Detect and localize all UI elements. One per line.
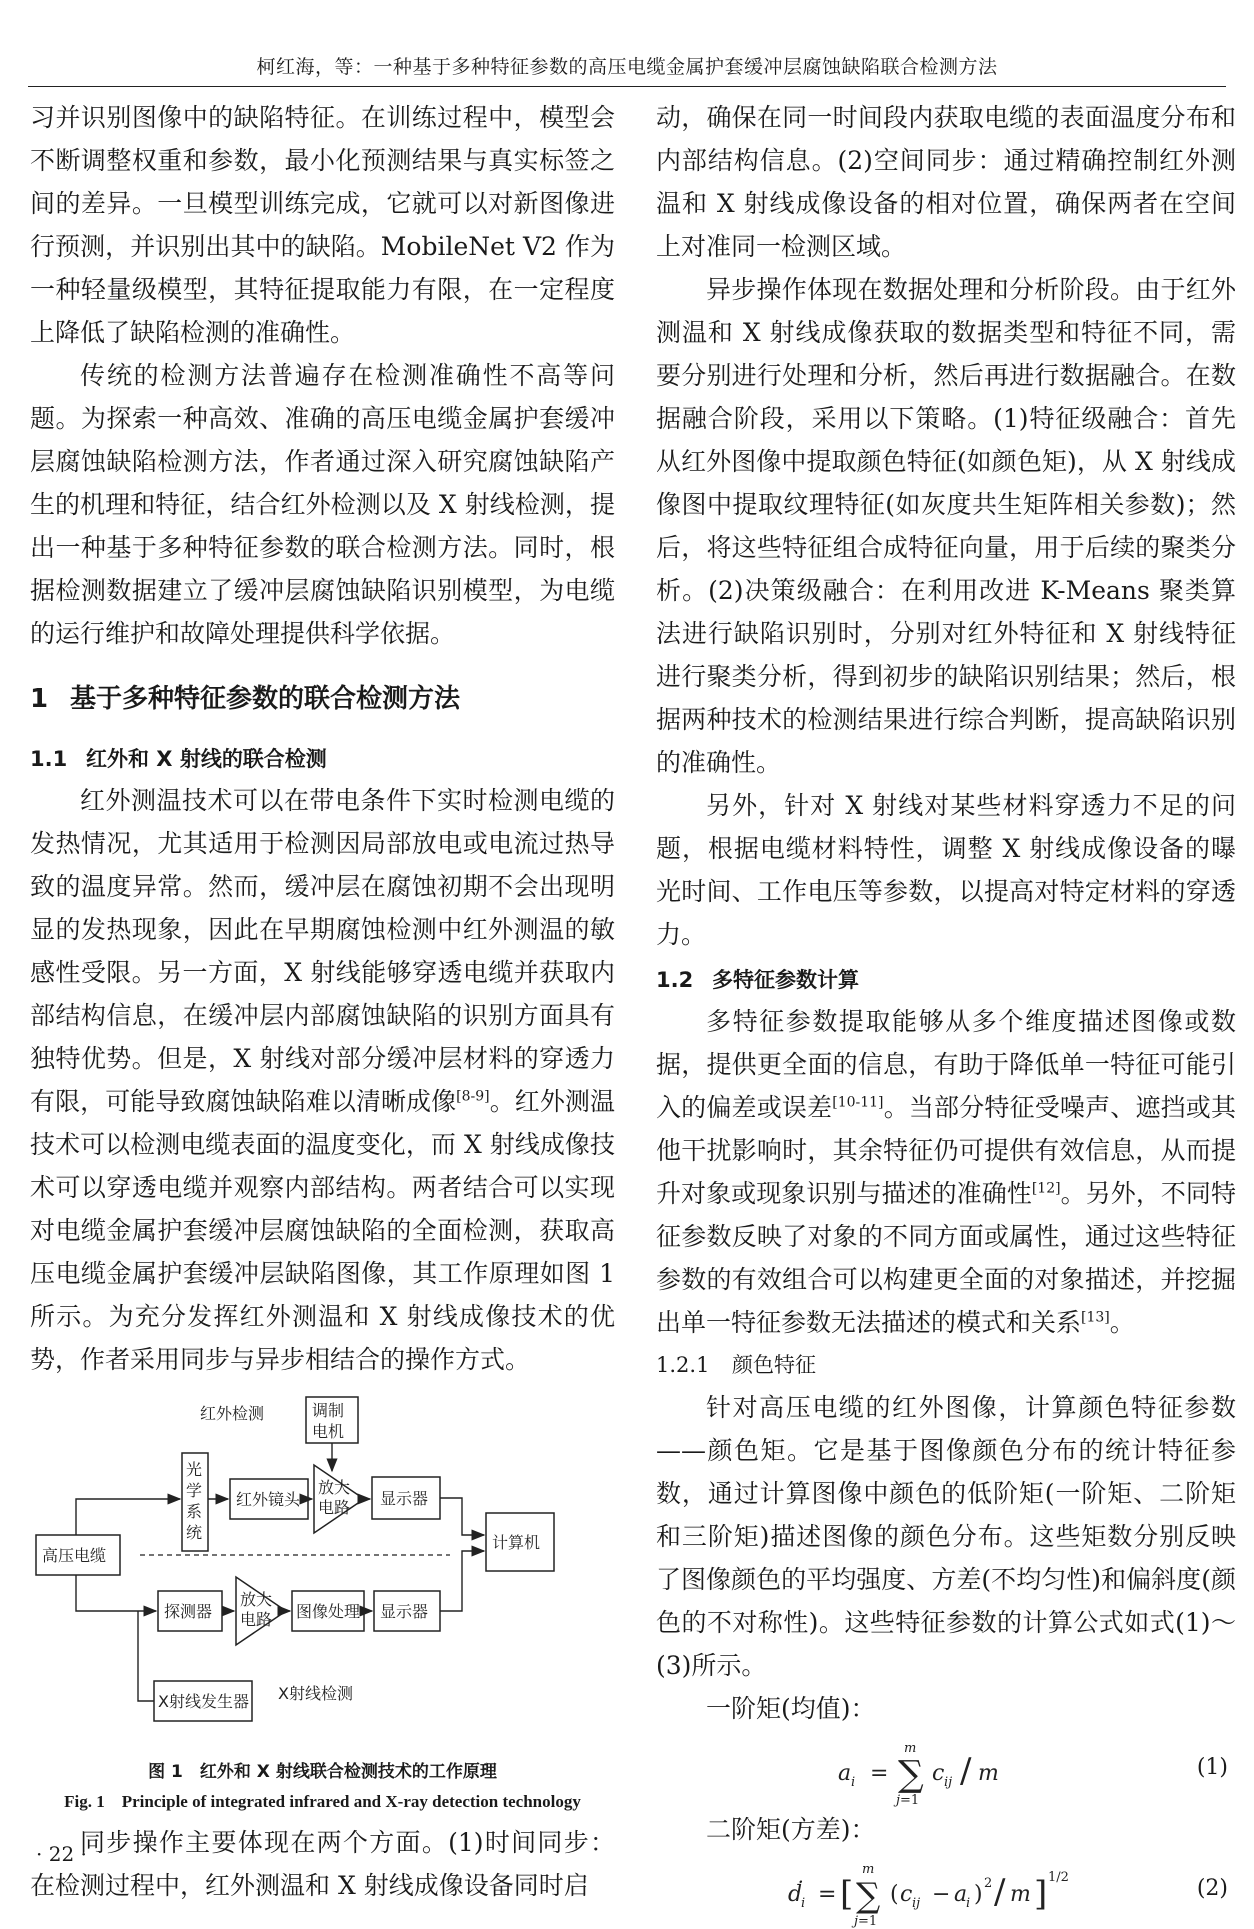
paragraph: 针对高压电缆的红外图像，计算颜色特征参数——颜色矩。它是基于图像颜色分布的统计特征参数，通过计算图像中颜色的低阶矩(一阶矩、二阶矩和三阶矩)描述图像的颜色分布。这些矩数分别反映了图像颜色的平均强度、方差(不均匀性)和偏斜度(颜色的不对称性)。这些特征参数的计算公式如式(1)～(3)所示。	[656, 1393, 1236, 1680]
box-optical-text: 学	[186, 1481, 203, 1500]
svg-text:1/2: 1/2	[1048, 1870, 1069, 1885]
equation-2-formula	[776, 1859, 1096, 1929]
svg-text:i: i	[801, 1896, 806, 1911]
header-rule	[28, 86, 1226, 87]
box-modulator-text: 调制	[312, 1401, 345, 1420]
svg-text:ij: ij	[912, 1896, 921, 1911]
svg-text:): )	[974, 1882, 983, 1907]
box-computer-text: 计算机	[492, 1533, 541, 1552]
box-display-top-text: 显示器	[380, 1489, 429, 1508]
subsubsection-title: 颜色特征	[732, 1353, 816, 1377]
subsection-number: 1.2	[656, 968, 694, 992]
box-image-processing-text: 图像处理	[296, 1602, 361, 1621]
subsubsection-number: 1.2.1	[656, 1353, 710, 1377]
subsection-title: 多特征参数计算	[712, 968, 859, 992]
subsection-heading-1-1	[30, 739, 615, 779]
svg-text:/: /	[994, 1872, 1006, 1912]
box-optical-text: 光	[186, 1460, 203, 1479]
running-header: 柯红海，等：一种基于多种特征参数的高压电缆金属护套缓冲层腐蚀缺陷联合检测方法	[256, 56, 998, 78]
amplifier-bottom-text: 电路	[240, 1610, 273, 1629]
box-modulator-text: 电机	[312, 1422, 345, 1441]
equation-1-formula	[836, 1738, 1096, 1808]
box-xray-generator-text: X射线发生器	[158, 1692, 249, 1711]
connectors	[76, 1443, 484, 1701]
equation-2	[656, 1851, 1236, 1929]
figure-caption-en: Fig. 1 Principle of integrated infrared and X-ray detection technology	[64, 1792, 581, 1811]
svg-text:[: [	[840, 1874, 854, 1914]
right-column	[656, 96, 1236, 1929]
svg-text:c: c	[900, 1882, 913, 1907]
left-column	[30, 96, 615, 1907]
amplifier-top-text: 电路	[318, 1498, 351, 1517]
svg-text:c: c	[932, 1761, 945, 1786]
svg-text:ij: ij	[944, 1775, 953, 1790]
box-optical-text: 统	[186, 1523, 203, 1542]
svg-text:=: =	[870, 1761, 889, 1786]
svg-text:(: (	[890, 1882, 899, 1907]
citation: [10-11]	[832, 1094, 884, 1111]
text-run: 。另外，不同特征参数反映了对象的不同方面或属性，通过这些特征参数的有效组合可以构建更全面的对象描述，并挖掘出单一特征参数无法描述的模式和关系	[656, 1179, 1236, 1337]
svg-text:a: a	[838, 1761, 852, 1786]
box-detector-text: 探测器	[164, 1602, 213, 1621]
svg-text:m: m	[978, 1761, 999, 1786]
svg-text:∑: ∑	[856, 1876, 881, 1916]
text-run: 多特征参数提取能够从多个维度描述图像或数据，提供更全面的信息，有助于降低单一特征可能引入的偏差或误差	[656, 1007, 1236, 1122]
svg-text:−: −	[932, 1882, 951, 1907]
svg-text:m: m	[904, 1741, 917, 1756]
citation: [13]	[1081, 1309, 1110, 1326]
text-run: 。当部分特征受噪声、遮挡或其他干扰影响时，其余特征仍可提供有效信息，从而提升对象或现象识别与描述的准确性	[656, 1093, 1236, 1208]
amplifier-top-text: 放大	[318, 1478, 351, 1497]
amplifier-bottom-text: 放大	[240, 1590, 273, 1609]
text-run: 。红外测温技术可以检测电缆表面的温度变化，而 X 射线成像技术可以穿透电缆并观察内部结构。两者结合可以实现对电缆金属护套缓冲层腐蚀缺陷的全面检测，获取高压电缆金属护套缓冲层缺陷图像，其工作原理如图 1 所示。为充分发挥红外测温和 X 射线成像技术的优势，作者采用同步与异步相结合的操作方式。	[30, 1087, 615, 1374]
label-infrared: 红外检测	[200, 1404, 265, 1423]
svg-text:i: i	[851, 1775, 856, 1790]
svg-text:i: i	[966, 1896, 971, 1911]
svg-text:a: a	[954, 1882, 968, 1907]
figure-1-diagram	[30, 1385, 615, 1755]
citation: [12]	[1031, 1180, 1061, 1197]
svg-text:j=1: j=1	[896, 1793, 920, 1808]
box-ir-lens-text: 红外镜头	[236, 1490, 301, 1509]
paragraph: 习并识别图像中的缺陷特征。在训练过程中，模型会不断调整权重和参数，最小化预测结果与真实标签之间的差异。一旦模型训练完成，它就可以对新图像进行预测，并识别出其中的缺陷。MobileNet V2 作为一种轻量级模型，其特征提取能力有限，在一定程度上降低了缺陷检测的准确性。	[30, 103, 615, 347]
label-xray: X射线检测	[278, 1684, 353, 1703]
box-display-bottom-text: 显示器	[380, 1602, 429, 1621]
svg-text:2: 2	[984, 1876, 993, 1891]
box-optical-text: 系	[186, 1502, 203, 1521]
svg-text:m: m	[1010, 1882, 1031, 1907]
equation-number: (2)	[1196, 1876, 1228, 1901]
equation-number: (1)	[1196, 1755, 1228, 1780]
page-number: · 22 ·	[36, 1842, 87, 1866]
paragraph: 动，确保在同一时间段内获取电缆的表面温度分布和内部结构信息。(2)空间同步：通过精确控制红外测温和 X 射线成像设备的相对位置，确保两者在空间上对准同一检测区域。	[656, 103, 1236, 261]
equation-label: 二阶矩(方差)：	[706, 1815, 876, 1844]
paragraph: 另外，针对 X 射线对某些材料穿透力不足的问题，根据电缆材料特性，调整 X 射线成像设备的曝光时间、工作电压等参数，以提高对特定材料的穿透力。	[656, 791, 1236, 949]
section-title: 基于多种特征参数的联合检测方法	[70, 684, 461, 714]
section-number: 1	[30, 684, 49, 714]
figure-caption-cn: 图 1 红外和 X 射线联合检测技术的工作原理	[148, 1762, 497, 1782]
svg-text:=: =	[818, 1882, 837, 1907]
text-run: 红外测温技术可以在带电条件下实时检测电缆的发热情况，尤其适用于检测因局部放电或电流过热导致的温度异常。然而，缓冲层在腐蚀初期不会出现明显的发热现象，因此在早期腐蚀检测中红外测温的敏感性受限。另一方面，X 射线能够穿透电缆并获取内部结构信息，在缓冲层内部腐蚀缺陷的识别方面具有独特优势。但是，X 射线对部分缓冲层材料的穿透力有限，可能导致腐蚀缺陷难以清晰成像	[30, 786, 615, 1116]
svg-text:m: m	[862, 1862, 875, 1877]
citation: [8-9]	[456, 1088, 490, 1105]
svg-text:j=1: j=1	[854, 1914, 878, 1929]
equation-1	[656, 1730, 1236, 1808]
paragraph: 同步操作主要体现在两个方面。(1)时间同步：在检测过程中，红外测温和 X 射线成像设备同时启	[30, 1828, 615, 1900]
subsection-heading-1-2	[656, 960, 1236, 1000]
paragraph: 传统的检测方法普遍存在检测准确性不高等问题。为探索一种高效、准确的高压电缆金属护套缓冲层腐蚀缺陷检测方法，作者通过深入研究腐蚀缺陷产生的机理和特征，结合红外检测以及 X 射线检测，提出一种基于多种特征参数的联合检测方法。同时，根据检测数据建立了缓冲层腐蚀缺陷识别模型，为电缆的运行维护和故障处理提供科学依据。	[30, 361, 615, 648]
section-heading-1	[30, 677, 615, 721]
paragraph: 异步操作体现在数据处理和分析阶段。由于红外测温和 X 射线成像获取的数据类型和特征不同，需要分别进行处理和分析，然后再进行数据融合。在数据融合阶段，采用以下策略。(1)特征级融合：首先从红外图像中提取颜色特征(如颜色矩)，从 X 射线成像图中提取纹理特征(如灰度共生矩阵相关参数)；然后，将这些特征组合成特征向量，用于后续的聚类分析。(2)决策级融合：在利用改进 K-Means 聚类算法进行缺陷识别时，分别对红外特征和 X 射线特征进行聚类分析，得到初步的缺陷识别结果；然后，根据两种技术的检测结果进行综合判断，提高缺陷识别的准确性。	[656, 275, 1236, 777]
equation-label: 一阶矩(均值)：	[706, 1694, 876, 1723]
subsubsection-heading-1-2-1	[656, 1344, 1236, 1386]
svg-text:∑: ∑	[898, 1754, 924, 1795]
text-run: 。	[1109, 1308, 1135, 1337]
subsection-number: 1.1	[30, 747, 68, 771]
svg-text:/: /	[960, 1751, 972, 1791]
paragraph	[30, 779, 615, 1381]
svg-text:ḋ: ḋ	[788, 1882, 803, 1907]
figure-1	[30, 1385, 615, 1755]
svg-text:]: ]	[1034, 1874, 1048, 1914]
subsection-title: 红外和 X 射线的联合检测	[86, 747, 327, 771]
box-cable-text: 高压电缆	[42, 1546, 107, 1565]
paragraph	[656, 1000, 1236, 1344]
